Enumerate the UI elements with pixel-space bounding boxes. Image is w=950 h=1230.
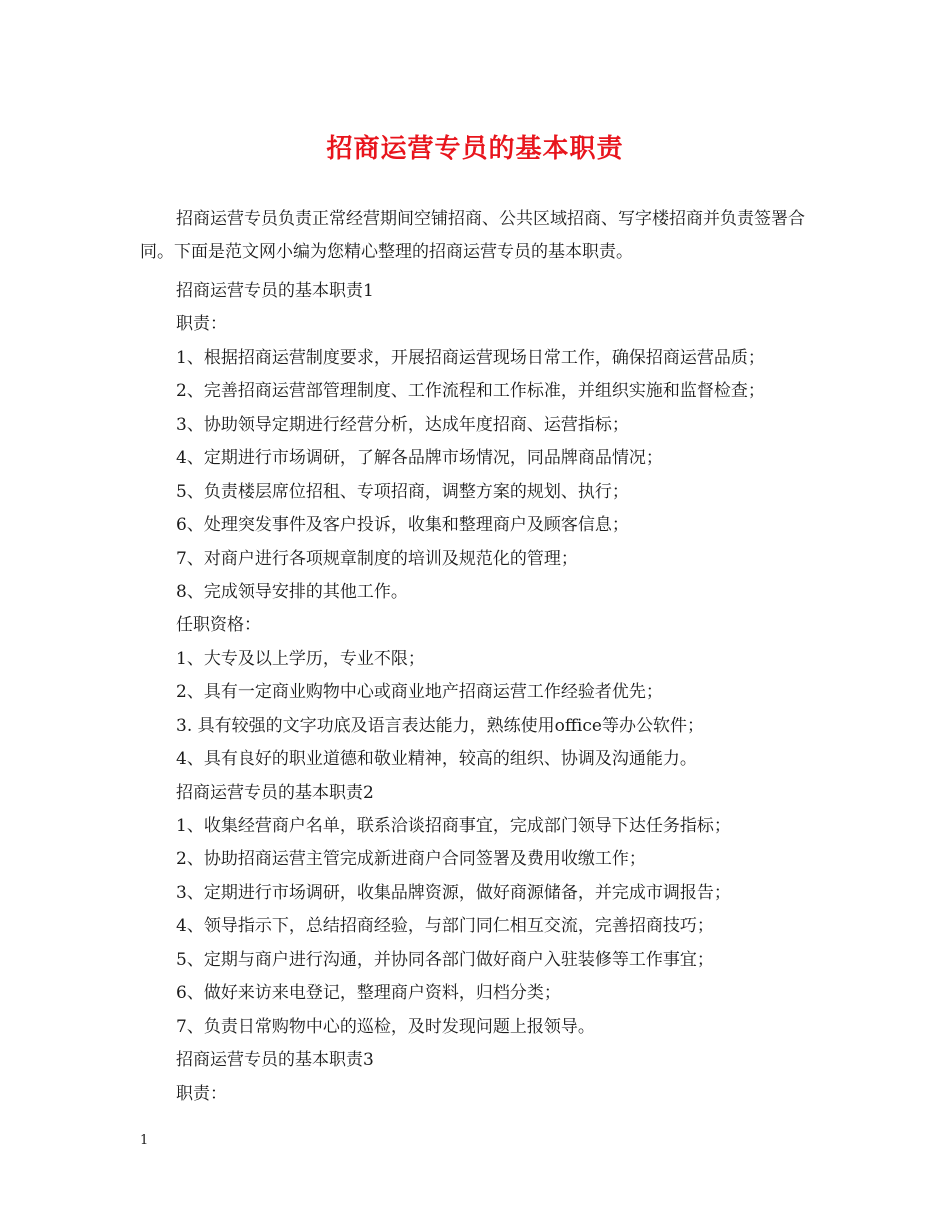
section-heading-1: 招商运营专员的基本职责1	[176, 281, 374, 301]
section-heading-3: 招商运营专员的基本职责3	[176, 1050, 374, 1071]
list-item: 5、负责楼层席位招租、专项招商，调整方案的规划、执行；	[176, 481, 629, 502]
list-item: 3. 具有较强的文字功底及语言表达能力，熟练使用office等办公软件；	[176, 715, 704, 736]
page-number: 1	[140, 1133, 149, 1148]
list-item: 6、做好来访来电登记，整理商户资料，归档分类；	[176, 983, 561, 1004]
subheading-qualifications: 任职资格：	[176, 615, 261, 636]
intro-paragraph: 招商运营专员负责正常经营期间空铺招商、公共区域招商、写字楼招商并负责签署合同。下面是范文网小编为您精心整理的招商运营专员的基本职责。	[140, 209, 805, 262]
list-item: 2、具有一定商业购物中心或商业地产招商运营工作经验者优先；	[176, 682, 663, 703]
list-item: 1、根据招商运营制度要求，开展招商运营现场日常工作，确保招商运营品质；	[176, 347, 765, 368]
list-item: 1、大专及以上学历，专业不限；	[176, 648, 425, 669]
section-heading-2: 招商运营专员的基本职责2	[176, 782, 374, 803]
list-item: 2、完善招商运营部管理制度、工作流程和工作标准，并组织实施和监督检查；	[176, 381, 765, 402]
list-item: 7、负责日常购物中心的巡检，及时发现问题上报领导。	[176, 1016, 595, 1037]
body-lines	[176, 275, 816, 1111]
document-title: 招商运营专员的基本职责	[326, 134, 624, 164]
list-item: 5、定期与商户进行沟通，并协同各部门做好商户入驻装修等工作事宜；	[176, 949, 714, 970]
list-item: 3、协助领导定期进行经营分析，达成年度招商、运营指标；	[176, 414, 629, 435]
list-item: 6、处理突发事件及客户投诉，收集和整理商户及顾客信息；	[176, 515, 629, 536]
list-item: 8、完成领导安排的其他工作。	[176, 581, 408, 602]
list-item: 4、领导指示下，总结招商经验，与部门同仁相互交流，完善招商技巧；	[176, 916, 714, 937]
list-item: 4、具有良好的职业道德和敬业精神，较高的组织、协调及沟通能力。	[176, 749, 697, 770]
list-item: 2、协助招商运营主管完成新进商户合同签署及费用收缴工作；	[176, 849, 646, 870]
subheading-duties: 职责：	[176, 314, 227, 335]
list-item: 3、定期进行市场调研，收集品牌资源，做好商源储备，并完成市调报告；	[176, 882, 731, 903]
subheading-duties: 职责：	[176, 1083, 227, 1104]
list-item: 4、定期进行市场调研，了解各品牌市场情况，同品牌商品情况；	[176, 448, 663, 469]
list-item: 1、收集经营商户名单，联系洽谈招商事宜，完成部门领导下达任务指标；	[176, 816, 731, 836]
list-item: 7、对商户进行各项规章制度的培训及规范化的管理；	[176, 548, 578, 569]
